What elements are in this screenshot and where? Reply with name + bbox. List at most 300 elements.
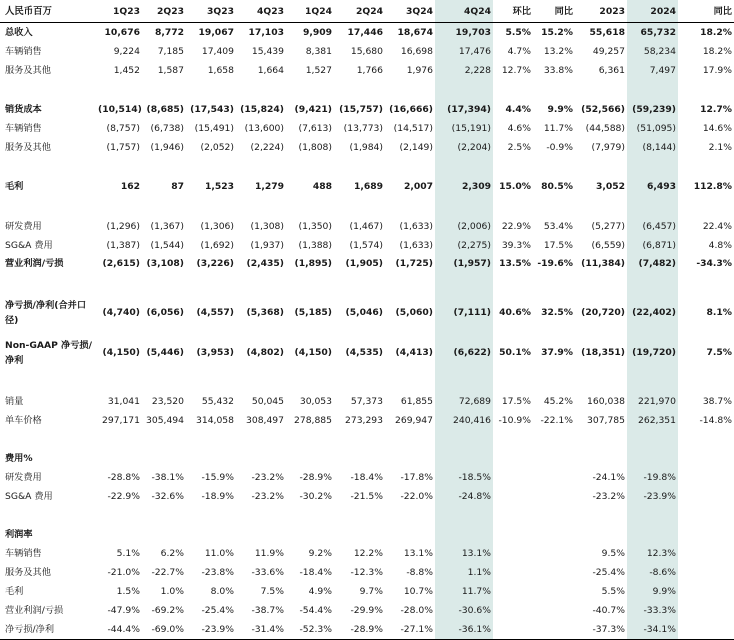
table-cell: (4,557) <box>196 307 234 319</box>
spacer-cell <box>286 157 334 178</box>
spacer-cell <box>385 506 435 525</box>
table-cell: (10,514) <box>98 104 142 116</box>
spacer-row <box>0 273 734 292</box>
spacer-cell <box>286 273 334 292</box>
table-cell: (17,394) <box>435 100 493 119</box>
table-cell: (15,191) <box>435 119 493 138</box>
table-cell: 65,732 <box>627 23 678 42</box>
spacer-cell <box>575 80 627 101</box>
table-cell: 22.9% <box>501 220 531 232</box>
table-cell: 1.5% <box>116 586 140 598</box>
table-row <box>0 392 734 411</box>
table-cell <box>533 525 575 544</box>
row-label: 营业利润/亏损 <box>5 258 64 270</box>
table-cell <box>334 525 385 544</box>
table-cell: -18.5% <box>435 468 493 487</box>
table-cell: (1,306) <box>200 220 234 232</box>
table-cell: -33.6% <box>251 567 284 579</box>
table-cell <box>334 449 385 468</box>
spacer-cell <box>186 80 236 101</box>
table-cell: 10.7% <box>403 586 433 598</box>
table-cell: 80.5% <box>541 181 573 193</box>
table-row <box>0 23 734 42</box>
table-cell: 3,052 <box>595 181 625 193</box>
table-cell: -25.4% <box>592 567 625 579</box>
table-cell: -54.4% <box>299 604 332 616</box>
spacer-cell <box>493 273 533 292</box>
table-cell: 4.8% <box>708 239 732 251</box>
table-cell: (1,574) <box>349 239 383 251</box>
table-cell: -17.8% <box>400 472 433 484</box>
table-cell: 18,674 <box>397 26 433 38</box>
spacer-cell <box>142 273 186 292</box>
table-cell: -33.3% <box>627 601 678 620</box>
table-cell: 5.5% <box>601 586 625 598</box>
table-cell: -22.7% <box>151 567 184 579</box>
table-cell <box>627 525 678 544</box>
spacer-cell <box>334 273 385 292</box>
table-cell: (8,757) <box>106 123 140 134</box>
table-row <box>0 61 734 80</box>
table-cell <box>678 582 734 601</box>
table-cell: 8,772 <box>154 26 184 38</box>
table-cell: -28.9% <box>334 620 385 639</box>
table-cell: -23.2% <box>251 491 284 503</box>
table-cell <box>385 525 435 544</box>
table-cell: 53.4% <box>543 220 573 232</box>
table-cell: (15,491) <box>194 123 234 134</box>
table-cell: (6,622) <box>435 333 493 373</box>
table-cell: -37.3% <box>575 620 627 639</box>
table-cell: 273,293 <box>345 415 383 427</box>
table-cell: (3,226) <box>196 258 234 270</box>
spacer-cell <box>493 196 533 217</box>
column-header: 1Q23 <box>96 0 142 23</box>
table-cell: 50.1% <box>499 347 531 359</box>
table-cell: (3,953) <box>196 347 234 359</box>
table-cell: (1,957) <box>435 255 493 274</box>
spacer-cell <box>575 373 627 392</box>
table-cell <box>236 449 286 468</box>
table-cell: 240,416 <box>435 411 493 430</box>
row-label: 销货成本 <box>5 104 42 116</box>
table-cell: 13.2% <box>543 45 573 57</box>
table-cell: (6,871) <box>627 236 678 255</box>
row-label: SG&A 费用 <box>5 491 53 503</box>
spacer-cell <box>575 273 627 292</box>
spacer-cell <box>286 373 334 392</box>
spacer-cell <box>533 80 575 101</box>
table-cell: 2.1% <box>708 141 732 153</box>
table-cell: (2,275) <box>435 236 493 255</box>
table-cell: 2,007 <box>403 181 433 193</box>
spacer-cell <box>96 157 142 178</box>
spacer-cell <box>96 80 142 101</box>
table-cell: -52.3% <box>286 620 334 639</box>
table-cell <box>533 449 575 468</box>
table-cell <box>533 620 575 639</box>
table-cell <box>678 449 734 468</box>
table-cell: (6,056) <box>146 307 184 319</box>
column-header: 3Q24 <box>385 0 435 23</box>
table-cell: (6,457) <box>627 217 678 236</box>
spacer-cell <box>435 157 493 178</box>
table-cell: 2,309 <box>435 177 493 196</box>
table-cell: 11.7% <box>543 123 573 134</box>
spacer-cell <box>627 373 678 392</box>
spacer-cell <box>678 506 734 525</box>
table-cell: (1,757) <box>106 141 140 153</box>
table-cell: (6,738) <box>150 123 184 134</box>
table-cell: 14.6% <box>702 123 732 134</box>
table-cell: 1,279 <box>254 181 284 193</box>
table-row <box>0 119 734 138</box>
table-cell <box>236 525 286 544</box>
spacer-cell <box>0 80 96 101</box>
spacer-cell <box>334 80 385 101</box>
spacer-cell <box>575 506 627 525</box>
table-row <box>0 563 734 582</box>
column-header: 同比 <box>533 0 575 23</box>
table-cell: 6.2% <box>160 548 184 560</box>
table-cell: 11.0% <box>204 548 234 560</box>
table-cell: 297,171 <box>102 415 140 427</box>
column-header: 环比 <box>493 0 533 23</box>
spacer-cell <box>96 430 142 449</box>
table-cell: -28.9% <box>299 472 332 484</box>
table-cell: 61,855 <box>400 396 433 408</box>
table-cell: (2,149) <box>399 141 433 153</box>
spacer-cell <box>435 430 493 449</box>
spacer-cell <box>0 506 96 525</box>
row-label: 服务及其他 <box>5 567 51 579</box>
table-cell: -69.2% <box>151 604 184 616</box>
table-cell: -21.0% <box>107 567 140 579</box>
table-cell <box>678 468 734 487</box>
table-cell: -8.8% <box>406 567 433 579</box>
table-cell: -30.2% <box>299 491 332 503</box>
table-cell <box>493 487 533 506</box>
spacer-cell <box>142 430 186 449</box>
table-cell: 18.2% <box>700 26 732 38</box>
table-cell: 17,476 <box>435 42 493 61</box>
table-cell: 17.5% <box>501 396 531 408</box>
table-cell <box>186 525 236 544</box>
table-cell: 162 <box>120 181 140 193</box>
table-cell: (44,588) <box>585 123 625 134</box>
table-cell: (18,351) <box>581 347 625 359</box>
table-cell: 19,067 <box>198 26 234 38</box>
spacer-cell <box>435 80 493 101</box>
spacer-cell <box>678 196 734 217</box>
table-cell: 13.5% <box>499 258 531 270</box>
spacer-cell <box>493 373 533 392</box>
spacer-cell <box>186 430 236 449</box>
table-cell: 12.7% <box>501 64 531 76</box>
table-cell <box>96 449 142 468</box>
table-cell: -24.1% <box>592 472 625 484</box>
table-cell: -47.9% <box>107 604 140 616</box>
table-cell: 4.4% <box>505 104 531 116</box>
column-header: 2Q23 <box>142 0 186 23</box>
table-cell: 305,494 <box>146 415 184 427</box>
table-cell: (51,095) <box>627 119 678 138</box>
table-cell: 17,409 <box>201 45 234 57</box>
row-label: 服务及其他 <box>5 64 51 76</box>
table-cell: 308,497 <box>246 415 284 427</box>
table-cell: 87 <box>171 181 184 193</box>
table-cell: 7,185 <box>157 45 184 57</box>
table-cell: -44.4% <box>96 620 142 639</box>
table-cell: 13.1% <box>403 548 433 560</box>
spacer-cell <box>236 273 286 292</box>
table-cell: 72,689 <box>435 392 493 411</box>
table-cell: 112.8% <box>693 181 732 193</box>
table-cell: (2,615) <box>102 258 140 270</box>
column-header: 1Q24 <box>286 0 334 23</box>
table-cell: (3,108) <box>146 258 184 270</box>
table-row <box>0 100 734 119</box>
table-cell: 221,970 <box>627 392 678 411</box>
spacer-cell <box>186 273 236 292</box>
table-cell: 17,446 <box>347 26 383 38</box>
row-label: 总收入 <box>5 26 33 38</box>
table-cell <box>575 525 627 544</box>
table-cell: (2,435) <box>246 258 284 270</box>
table-cell: -28.0% <box>400 604 433 616</box>
table-cell <box>533 601 575 620</box>
spacer-cell <box>435 373 493 392</box>
table-cell: -18.4% <box>350 472 383 484</box>
table-cell: (1,544) <box>150 239 184 251</box>
spacer-cell <box>96 273 142 292</box>
table-cell: 7,497 <box>627 61 678 80</box>
table-cell: 45.2% <box>543 396 573 408</box>
spacer-cell <box>186 373 236 392</box>
table-cell: -36.1% <box>435 620 493 639</box>
row-label: 营业利润/亏损 <box>5 604 64 616</box>
spacer-cell <box>0 273 96 292</box>
table-cell <box>678 525 734 544</box>
spacer-row <box>0 430 734 449</box>
header-unit-label: 人民币百万 <box>0 0 96 23</box>
table-row <box>0 487 734 506</box>
table-row <box>0 333 734 373</box>
table-cell: -69.0% <box>142 620 186 639</box>
table-cell: -38.1% <box>151 472 184 484</box>
table-cell: 307,785 <box>587 415 625 427</box>
table-cell: 2,228 <box>435 61 493 80</box>
section-header-row <box>0 525 734 544</box>
spacer-cell <box>236 157 286 178</box>
table-cell: (4,413) <box>395 347 433 359</box>
spacer-cell <box>96 373 142 392</box>
table-cell: -18.9% <box>201 491 234 503</box>
table-cell: (5,277) <box>591 220 625 232</box>
table-cell: 18.2% <box>702 45 732 57</box>
spacer-cell <box>334 506 385 525</box>
table-cell <box>493 468 533 487</box>
table-cell: 7.5% <box>706 347 732 359</box>
spacer-cell <box>627 196 678 217</box>
table-cell <box>286 449 334 468</box>
table-cell <box>533 468 575 487</box>
table-cell: 5.5% <box>505 26 531 38</box>
row-label: 费用% <box>5 453 33 465</box>
column-header: 2024 <box>627 0 678 23</box>
column-header: 2Q24 <box>334 0 385 23</box>
table-cell: -21.5% <box>350 491 383 503</box>
spacer-cell <box>435 196 493 217</box>
spacer-cell <box>493 157 533 178</box>
table-cell: 1,587 <box>157 64 184 76</box>
table-cell: (11,384) <box>581 258 625 270</box>
table-cell: (7,111) <box>435 293 493 333</box>
table-cell: 15.0% <box>499 181 531 193</box>
table-cell: 11.7% <box>435 582 493 601</box>
spacer-cell <box>334 157 385 178</box>
table-cell: (1,725) <box>395 258 433 270</box>
table-cell: 4.6% <box>507 123 531 134</box>
row-label: 车辆销售 <box>5 123 42 134</box>
table-cell: 269,947 <box>395 415 433 427</box>
table-cell: -23.2% <box>251 472 284 484</box>
table-cell: 9.7% <box>359 586 383 598</box>
spacer-cell <box>533 196 575 217</box>
table-cell <box>493 449 533 468</box>
table-row <box>0 177 734 196</box>
table-cell: -25.4% <box>201 604 234 616</box>
table-cell: -8.6% <box>627 563 678 582</box>
table-cell: 1,689 <box>353 181 383 193</box>
table-cell <box>385 449 435 468</box>
spacer-cell <box>678 157 734 178</box>
spacer-cell <box>678 80 734 101</box>
spacer-cell <box>627 157 678 178</box>
table-cell <box>435 449 493 468</box>
table-cell: -30.6% <box>435 601 493 620</box>
table-cell: 8,381 <box>305 45 332 57</box>
table-cell: 30,053 <box>299 396 332 408</box>
spacer-cell <box>142 196 186 217</box>
table-row <box>0 582 734 601</box>
spacer-cell <box>678 373 734 392</box>
table-cell: -23.9% <box>186 620 236 639</box>
table-cell: (2,006) <box>435 217 493 236</box>
table-cell: 55,432 <box>201 396 234 408</box>
table-cell <box>493 582 533 601</box>
table-cell: (1,350) <box>298 220 332 232</box>
table-cell: (17,543) <box>190 104 234 116</box>
table-cell: 9.2% <box>308 548 332 560</box>
spacer-cell <box>286 430 334 449</box>
table-cell: (22,402) <box>627 293 678 333</box>
table-cell: 15,680 <box>350 45 383 57</box>
table-cell: 488 <box>312 181 332 193</box>
spacer-cell <box>236 80 286 101</box>
spacer-cell <box>142 80 186 101</box>
table-cell <box>493 601 533 620</box>
spacer-cell <box>385 196 435 217</box>
table-cell: 40.6% <box>499 307 531 319</box>
table-cell: -0.9% <box>546 141 573 153</box>
row-label: 车辆销售 <box>5 45 42 57</box>
spacer-cell <box>533 430 575 449</box>
row-label: 服务及其他 <box>5 141 51 153</box>
table-cell: -28.8% <box>107 472 140 484</box>
table-cell: 49,257 <box>592 45 625 57</box>
table-cell: 31,041 <box>107 396 140 408</box>
row-label: 净亏损/净利 <box>0 620 96 639</box>
table-cell <box>186 449 236 468</box>
table-cell: 38.7% <box>702 396 732 408</box>
table-cell: (9,421) <box>294 104 332 116</box>
table-cell: 50,045 <box>251 396 284 408</box>
spacer-cell <box>533 273 575 292</box>
table-cell: 5.1% <box>116 548 140 560</box>
table-cell: 9,909 <box>302 26 332 38</box>
table-cell: 17.5% <box>543 239 573 251</box>
spacer-cell <box>575 157 627 178</box>
table-cell: 1,452 <box>113 64 140 76</box>
table-cell: (1,633) <box>399 239 433 251</box>
table-cell: 22.4% <box>702 220 732 232</box>
table-cell: (16,666) <box>389 104 433 116</box>
table-cell: (1,937) <box>250 239 284 251</box>
table-cell: 12.2% <box>353 548 383 560</box>
spacer-cell <box>493 80 533 101</box>
table-cell: (1,895) <box>294 258 332 270</box>
table-cell: (1,387) <box>106 239 140 251</box>
table-cell: (4,150) <box>294 347 332 359</box>
table-cell: (1,296) <box>106 220 140 232</box>
spacer-cell <box>186 506 236 525</box>
table-row <box>0 620 734 639</box>
spacer-row <box>0 80 734 101</box>
spacer-row <box>0 373 734 392</box>
table-cell: 15,439 <box>251 45 284 57</box>
table-cell: 1.0% <box>160 586 184 598</box>
table-cell <box>142 449 186 468</box>
spacer-row <box>0 506 734 525</box>
row-label: 净亏损/净利(合并口径) <box>5 299 87 326</box>
table-row <box>0 236 734 255</box>
spacer-cell <box>385 80 435 101</box>
spacer-cell <box>142 506 186 525</box>
spacer-cell <box>0 373 96 392</box>
table-cell: 16,698 <box>400 45 433 57</box>
spacer-cell <box>533 373 575 392</box>
table-cell: (4,535) <box>345 347 383 359</box>
spacer-cell <box>493 506 533 525</box>
column-header: 4Q23 <box>236 0 286 23</box>
table-cell: 37.9% <box>541 347 573 359</box>
table-cell: -40.7% <box>592 604 625 616</box>
spacer-cell <box>385 373 435 392</box>
spacer-cell <box>678 430 734 449</box>
table-cell: 17,103 <box>248 26 284 38</box>
table-cell: (2,224) <box>250 141 284 153</box>
table-cell: (5,446) <box>146 347 184 359</box>
table-cell <box>627 449 678 468</box>
row-label: 毛利 <box>5 181 24 193</box>
table-cell: (1,308) <box>250 220 284 232</box>
row-label: 毛利 <box>5 586 24 598</box>
table-cell <box>286 525 334 544</box>
table-cell: -19.6% <box>537 258 573 270</box>
table-cell: -18.4% <box>299 567 332 579</box>
spacer-cell <box>142 373 186 392</box>
